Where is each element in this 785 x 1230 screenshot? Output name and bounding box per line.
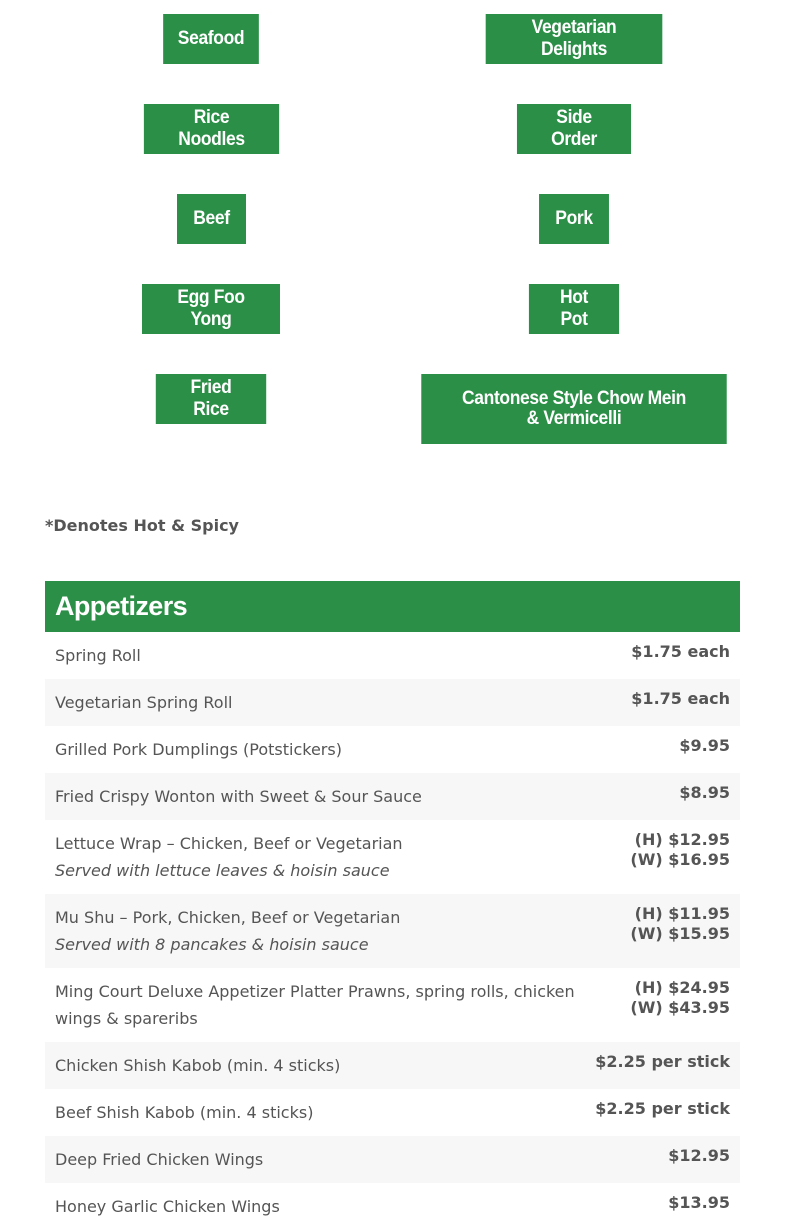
item-price: $1.75 each bbox=[631, 689, 730, 708]
menu-item-row bbox=[45, 1183, 740, 1230]
menu-item-row bbox=[45, 1136, 740, 1183]
category-label: Vegetarian Delights bbox=[531, 17, 617, 60]
item-price: $12.95 bbox=[668, 1146, 730, 1165]
section-header-appetizers: Appetizers bbox=[45, 581, 740, 632]
category-button-pork[interactable] bbox=[539, 194, 609, 244]
menu-item-row bbox=[45, 726, 740, 773]
category-button-egg-foo-yong[interactable] bbox=[142, 284, 280, 334]
item-price-whole: (W) $43.95 bbox=[630, 998, 730, 1017]
menu-item-row bbox=[45, 632, 740, 679]
spicy-note: *Denotes Hot & Spicy bbox=[45, 516, 239, 535]
menu-item-row bbox=[45, 820, 740, 894]
category-label: Seafood bbox=[177, 28, 245, 49]
item-name: Vegetarian Spring Roll bbox=[55, 693, 233, 712]
menu-item-row bbox=[45, 773, 740, 820]
item-price-whole: (W) $15.95 bbox=[630, 924, 730, 943]
menu-item-row bbox=[45, 968, 740, 1042]
category-button-rice-noodles[interactable] bbox=[144, 104, 279, 154]
item-name: Mu Shu – Pork, Chicken, Beef or Vegetarian bbox=[55, 908, 401, 927]
item-name: Honey Garlic Chicken Wings bbox=[55, 1197, 280, 1216]
item-price: $13.95 bbox=[668, 1193, 730, 1212]
item-name: Deep Fried Chicken Wings bbox=[55, 1150, 264, 1169]
item-price-half: (H) $12.95 bbox=[634, 830, 730, 849]
category-button-seafood[interactable] bbox=[163, 14, 259, 64]
item-price: $1.75 each bbox=[631, 642, 730, 661]
category-label: Pork bbox=[555, 208, 593, 229]
item-price-half: (H) $11.95 bbox=[634, 904, 730, 923]
menu-item-row bbox=[45, 1089, 740, 1136]
category-label: Side Order bbox=[551, 107, 597, 150]
item-name: Beef Shish Kabob (min. 4 sticks) bbox=[55, 1103, 314, 1122]
category-button-side-order[interactable] bbox=[517, 104, 631, 154]
category-button-vegetarian-delights[interactable] bbox=[486, 14, 663, 64]
item-name: Ming Court Deluxe Appetizer Platter Prawns, spring rolls, chicken wings & spareribs bbox=[55, 982, 575, 1028]
item-price-whole: (W) $16.95 bbox=[630, 850, 730, 869]
menu-item-row bbox=[45, 679, 740, 726]
item-price: $9.95 bbox=[679, 736, 730, 755]
item-name: Chicken Shish Kabob (min. 4 sticks) bbox=[55, 1056, 341, 1075]
item-price: $8.95 bbox=[679, 783, 730, 802]
menu-item-row bbox=[45, 1042, 740, 1089]
item-price: $2.25 per stick bbox=[595, 1099, 730, 1118]
appetizers-menu-list bbox=[45, 632, 740, 1230]
category-label: Cantonese Style Chow Mein & Vermicelli bbox=[462, 388, 686, 429]
category-button-beef[interactable] bbox=[177, 194, 246, 244]
category-label: Fried Rice bbox=[190, 377, 232, 420]
category-button-fried-rice[interactable] bbox=[156, 374, 266, 424]
category-label: Rice Noodles bbox=[178, 107, 245, 150]
item-name: Grilled Pork Dumplings (Potstickers) bbox=[55, 740, 342, 759]
menu-item-row bbox=[45, 894, 740, 968]
item-price: $2.25 per stick bbox=[595, 1052, 730, 1071]
category-label: Egg Foo Yong bbox=[177, 287, 245, 330]
item-price-half: (H) $24.95 bbox=[634, 978, 730, 997]
item-name: Spring Roll bbox=[55, 646, 141, 665]
category-label: Beef bbox=[193, 208, 230, 229]
category-label: Hot Pot bbox=[559, 287, 589, 330]
item-name: Lettuce Wrap – Chicken, Beef or Vegetarian bbox=[55, 834, 403, 853]
item-name: Fried Crispy Wonton with Sweet & Sour Sauce bbox=[55, 787, 422, 806]
category-button-hot-pot[interactable] bbox=[529, 284, 619, 334]
item-description: Served with lettuce leaves & hoisin sauce bbox=[55, 861, 390, 880]
item-description: Served with 8 pancakes & hoisin sauce bbox=[55, 935, 369, 954]
category-button-chow-mein-vermicelli[interactable] bbox=[421, 374, 726, 444]
